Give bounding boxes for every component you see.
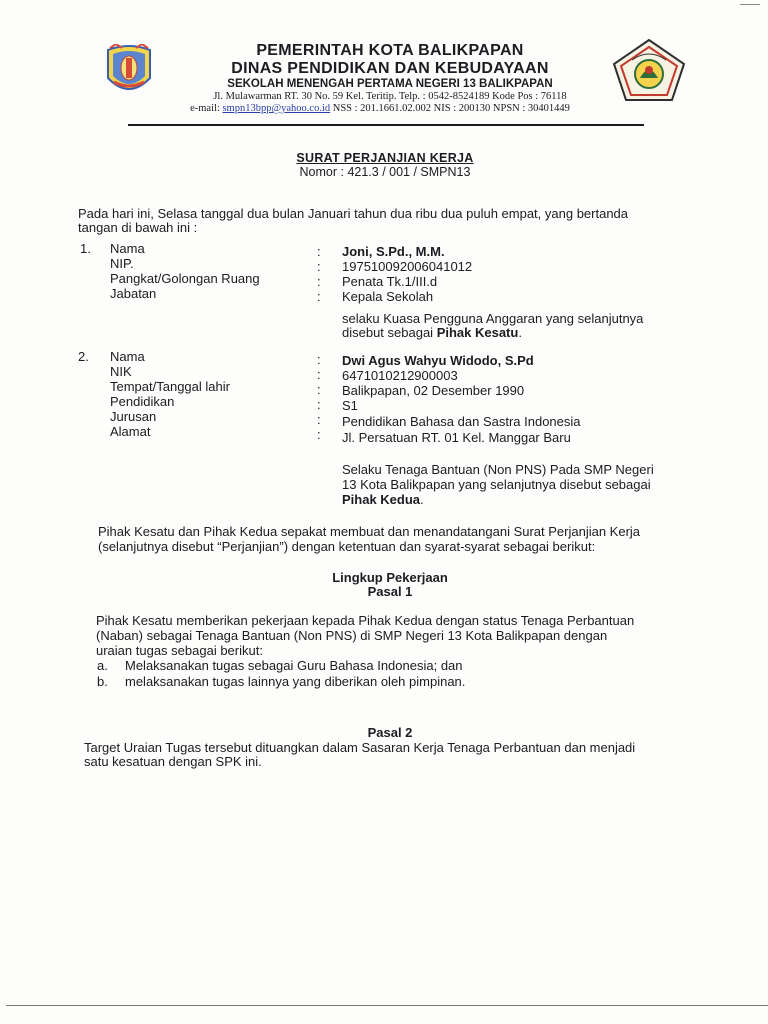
intro-line-1: Pada hari ini, Selasa tanggal dua bulan Januari tahun dua ribu dua puluh empat, yang bertanda	[78, 206, 629, 221]
page-bottom-edge	[6, 1005, 768, 1006]
party1-label-name: Nama	[110, 241, 145, 256]
list-item: melaksanakan tugas lainnya yang diberikan oleh pimpinan.	[125, 674, 466, 689]
email-label: e-mail:	[190, 103, 220, 114]
party1-rank: Penata Tk.1/III.d	[342, 274, 438, 289]
party2-education: S1	[342, 398, 358, 413]
list-marker: a.	[97, 658, 108, 673]
party2-note-3	[342, 492, 424, 507]
document-number: Nomor : 421.3 / 001 / SMPN13	[299, 165, 471, 179]
colon: :	[317, 397, 321, 412]
party2-role: Pihak Kedua	[342, 492, 421, 507]
party2-name: Dwi Agus Wahyu Widodo, S.Pd	[342, 353, 534, 368]
pasal-1-line-2: (Naban) sebagai Tenaga Bantuan (Non PNS) di SMP Negeri 13 Kota Balikpapan dengan	[96, 628, 608, 643]
party2-birth: Balikpapan, 02 Desember 1990	[342, 383, 525, 398]
note-text: disebut sebagai	[342, 325, 437, 340]
pasal-2-line-2: satu kesatuan dengan SPK ini.	[84, 754, 262, 769]
pasal-1-line-3: uraian tugas sebagai berikut:	[96, 643, 263, 658]
colon: :	[317, 274, 321, 289]
party2-label-major: Jurusan	[110, 409, 157, 424]
note-period: .	[518, 325, 522, 340]
party2-label-address: Alamat	[110, 424, 151, 439]
party2-label-birth: Tempat/Tanggal lahir	[110, 379, 230, 394]
scope-heading: Lingkup Pekerjaan	[332, 570, 448, 585]
pasal-2-heading: Pasal 2	[367, 725, 413, 740]
party2-address: Jl. Persatuan RT. 01 Kel. Manggar Baru	[342, 430, 571, 445]
pasal-2-line-1: Target Uraian Tugas tersebut dituangkan dalam Sasaran Kerja Tenaga Perbantuan dan menjadi	[84, 740, 636, 755]
colon: :	[317, 289, 321, 304]
letterhead-school: SEKOLAH MENENGAH PERTAMA NEGERI 13 BALIKPAPAN	[227, 78, 553, 90]
party2-note-2: 13 Kota Balikpapan yang selanjutnya disebut sebagai	[342, 477, 651, 492]
letterhead-department: DINAS PENDIDIKAN DAN KEBUDAYAAN	[231, 60, 549, 77]
colon: :	[317, 412, 321, 427]
party1-label-position: Jabatan	[110, 286, 157, 301]
colon: :	[317, 352, 321, 367]
party2-nik: 6471010212900003	[342, 368, 458, 383]
list-item: Melaksanakan tugas sebagai Guru Bahasa Indonesia; dan	[125, 658, 463, 673]
party1-nip: 197510092006041012	[342, 259, 473, 274]
party1-position: Kepala Sekolah	[342, 289, 434, 304]
letterhead-address: Jl. Mulawarman RT. 30 No. 59 Kel. Teritip. Telp. : 0542-8524189 Kode Pos : 76118	[213, 91, 567, 102]
note-period: .	[420, 492, 424, 507]
party1-role: Pihak Kesatu	[436, 325, 519, 340]
letterhead-contact	[120, 103, 640, 114]
colon: :	[317, 382, 321, 397]
pasal-1-line-1: Pihak Kesatu memberikan pekerjaan kepada Pihak Kedua dengan status Tenaga Perbantuan	[96, 613, 635, 628]
colon: :	[317, 244, 321, 259]
party1-label-nip: NIP.	[110, 256, 134, 271]
party1-name: Joni, S.Pd., M.M.	[342, 244, 445, 259]
list-marker: b.	[97, 674, 108, 689]
scan-mark	[740, 4, 760, 5]
colon: :	[317, 367, 321, 382]
party2-label-name: Nama	[110, 349, 145, 364]
party2-major: Pendidikan Bahasa dan Sastra Indonesia	[342, 414, 581, 429]
party2-label-education: Pendidikan	[110, 394, 175, 409]
document-title: SURAT PERJANJIAN KERJA	[296, 151, 474, 165]
agreement-line-2: (selanjutnya disebut “Perjanjian”) dengan ketentuan dan syarat-syarat sebagai berikut:	[98, 539, 596, 554]
party2-label-nik: NIK	[110, 364, 132, 379]
school-ids: NSS : 201.1661.02.002 NIS : 200130 NPSN : 30401449	[332, 103, 570, 114]
letterhead-government: PEMERINTAH KOTA BALIKPAPAN	[256, 42, 524, 59]
email-link[interactable]: smpn13bpp@yahoo.co.id	[222, 103, 331, 114]
party1-label-rank: Pangkat/Golongan Ruang	[110, 271, 260, 286]
party2-number: 2.	[78, 349, 89, 364]
party2-note-1: Selaku Tenaga Bantuan (Non PNS) Pada SMP Negeri	[342, 462, 654, 477]
letterhead-divider	[128, 124, 644, 126]
agreement-line-1: Pihak Kesatu dan Pihak Kedua sepakat membuat dan menandatangani Surat Perjanjian Kerja	[98, 524, 641, 539]
party1-note-2	[342, 325, 522, 340]
party1-note-1: selaku Kuasa Pengguna Anggaran yang selanjutnya	[342, 311, 644, 326]
colon: :	[317, 427, 321, 442]
intro-line-2: tangan di bawah ini :	[78, 220, 198, 235]
pasal-1-heading: Pasal 1	[367, 584, 413, 599]
colon: :	[317, 259, 321, 274]
party1-number: 1.	[80, 241, 91, 256]
